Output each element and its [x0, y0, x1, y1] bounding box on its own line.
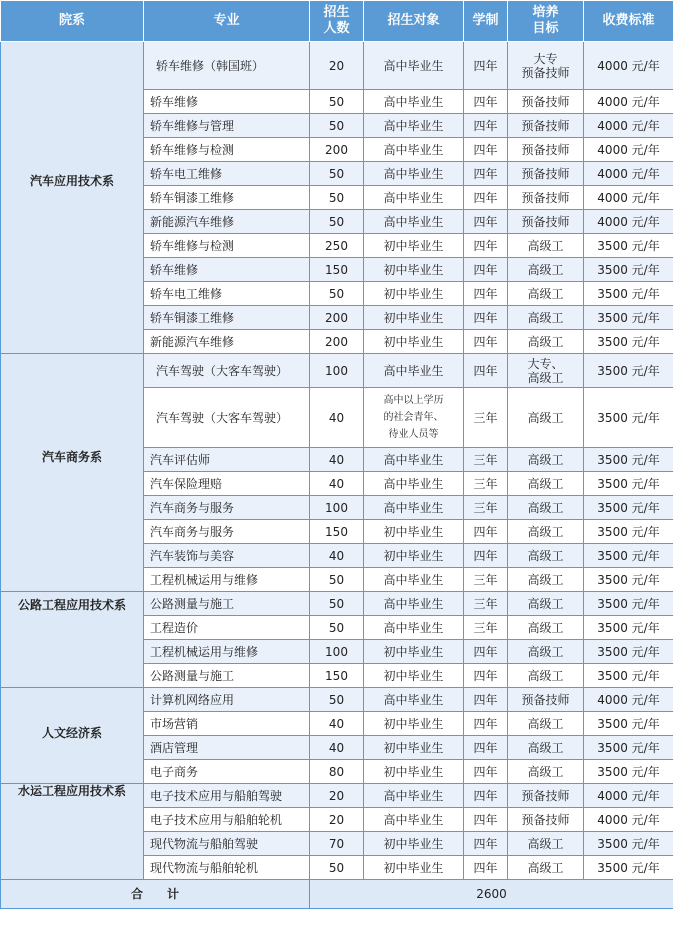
target-cell: 高中毕业生 [364, 186, 464, 210]
fee-cell: 4000 元/年 [584, 688, 673, 712]
years-cell: 四年 [464, 808, 508, 832]
quota-cell: 150 [310, 258, 364, 282]
goal-cell: 预备技师 [508, 808, 584, 832]
table-row [1, 592, 673, 616]
fee-cell: 3500 元/年 [584, 616, 673, 640]
quota-cell: 100 [310, 640, 364, 664]
total-row [1, 880, 673, 909]
goal-cell: 高级工 [508, 616, 584, 640]
years-cell: 三年 [464, 616, 508, 640]
fee-cell: 3500 元/年 [584, 832, 673, 856]
years-cell: 四年 [464, 664, 508, 688]
years-cell: 三年 [464, 568, 508, 592]
goal-cell: 高级工 [508, 448, 584, 472]
major-cell: 新能源汽车维修 [144, 330, 310, 354]
quota-cell: 150 [310, 520, 364, 544]
goal-cell: 预备技师 [508, 688, 584, 712]
quota-cell: 40 [310, 448, 364, 472]
years-cell: 四年 [464, 42, 508, 90]
goal-cell: 高级工 [508, 496, 584, 520]
fee-cell: 3500 元/年 [584, 354, 673, 388]
goal-cell: 大专 预备技师 [508, 42, 584, 90]
target-cell: 高中毕业生 [364, 688, 464, 712]
fee-cell: 4000 元/年 [584, 784, 673, 808]
goal-cell: 高级工 [508, 568, 584, 592]
fee-cell: 3500 元/年 [584, 712, 673, 736]
fee-cell: 3500 元/年 [584, 330, 673, 354]
major-cell: 轿车电工维修 [144, 282, 310, 306]
quota-cell: 40 [310, 472, 364, 496]
major-cell: 公路测量与施工 [144, 592, 310, 616]
years-cell: 四年 [464, 282, 508, 306]
goal-cell: 高级工 [508, 712, 584, 736]
header-row [1, 1, 673, 42]
fee-cell: 3500 元/年 [584, 856, 673, 880]
major-cell: 公路测量与施工 [144, 664, 310, 688]
goal-cell: 高级工 [508, 306, 584, 330]
department-cell [1, 592, 144, 688]
major-cell: 新能源汽车维修 [144, 210, 310, 234]
quota-cell: 50 [310, 688, 364, 712]
major-cell: 汽车保险理赔 [144, 472, 310, 496]
quota-cell: 50 [310, 282, 364, 306]
fee-cell: 4000 元/年 [584, 114, 673, 138]
fee-cell: 3500 元/年 [584, 664, 673, 688]
target-cell: 初中毕业生 [364, 712, 464, 736]
target-cell: 初中毕业生 [364, 306, 464, 330]
quota-cell: 200 [310, 138, 364, 162]
major-cell: 轿车铜漆工维修 [144, 306, 310, 330]
major-cell: 轿车维修（韩国班） [144, 42, 310, 90]
fee-cell: 3500 元/年 [584, 472, 673, 496]
target-cell: 高中毕业生 [364, 90, 464, 114]
quota-cell: 40 [310, 388, 364, 448]
header-dept: 院系 [1, 1, 144, 42]
fee-cell: 4000 元/年 [584, 186, 673, 210]
years-cell: 四年 [464, 354, 508, 388]
years-cell: 四年 [464, 856, 508, 880]
goal-cell: 高级工 [508, 736, 584, 760]
header-quota [310, 1, 364, 42]
target-cell: 初中毕业生 [364, 640, 464, 664]
department-cell [1, 688, 144, 784]
years-cell: 四年 [464, 306, 508, 330]
major-cell: 轿车维修与检测 [144, 138, 310, 162]
major-cell: 工程机械运用与维修 [144, 640, 310, 664]
fee-cell: 4000 元/年 [584, 210, 673, 234]
quota-cell: 20 [310, 808, 364, 832]
major-cell: 电子技术应用与船舶轮机 [144, 808, 310, 832]
target-cell: 高中毕业生 [364, 784, 464, 808]
department-cell [1, 354, 144, 592]
target-cell: 初中毕业生 [364, 832, 464, 856]
major-cell: 轿车维修 [144, 258, 310, 282]
goal-cell: 高级工 [508, 472, 584, 496]
goal-cell: 高级工 [508, 282, 584, 306]
quota-cell: 250 [310, 234, 364, 258]
quota-cell: 200 [310, 330, 364, 354]
target-cell: 高中毕业生 [364, 808, 464, 832]
years-cell: 四年 [464, 784, 508, 808]
years-cell: 四年 [464, 832, 508, 856]
table-row [1, 784, 673, 808]
fee-cell: 3500 元/年 [584, 496, 673, 520]
goal-cell: 预备技师 [508, 90, 584, 114]
quota-cell: 40 [310, 712, 364, 736]
quota-cell: 70 [310, 832, 364, 856]
fee-cell: 3500 元/年 [584, 388, 673, 448]
target-cell: 高中毕业生 [364, 568, 464, 592]
target-cell: 初中毕业生 [364, 520, 464, 544]
fee-cell: 3500 元/年 [584, 544, 673, 568]
header-years: 学制 [464, 1, 508, 42]
major-cell: 酒店管理 [144, 736, 310, 760]
header-fee: 收费标准 [584, 1, 673, 42]
table-row [1, 354, 673, 388]
goal-cell: 高级工 [508, 544, 584, 568]
target-cell: 高中毕业生 [364, 114, 464, 138]
major-cell: 汽车驾驶（大客车驾驶） [144, 388, 310, 448]
department-cell [1, 784, 144, 880]
quota-cell: 200 [310, 306, 364, 330]
years-cell: 四年 [464, 330, 508, 354]
target-cell: 初中毕业生 [364, 856, 464, 880]
target-cell: 高中毕业生 [364, 162, 464, 186]
target-cell: 高中毕业生 [364, 496, 464, 520]
years-cell: 三年 [464, 388, 508, 448]
quota-cell: 80 [310, 760, 364, 784]
quota-cell: 40 [310, 544, 364, 568]
major-cell: 电子商务 [144, 760, 310, 784]
goal-cell: 高级工 [508, 234, 584, 258]
major-cell: 现代物流与船舶轮机 [144, 856, 310, 880]
goal-cell: 预备技师 [508, 186, 584, 210]
major-cell: 市场营销 [144, 712, 310, 736]
quota-cell: 50 [310, 186, 364, 210]
major-cell: 轿车维修与检测 [144, 234, 310, 258]
quota-cell: 50 [310, 568, 364, 592]
goal-cell: 大专、 高级工 [508, 354, 584, 388]
years-cell: 四年 [464, 688, 508, 712]
target-cell: 初中毕业生 [364, 760, 464, 784]
goal-cell: 预备技师 [508, 162, 584, 186]
goal-cell: 高级工 [508, 520, 584, 544]
target-cell: 高中毕业生 [364, 138, 464, 162]
quota-cell: 50 [310, 210, 364, 234]
goal-cell: 高级工 [508, 664, 584, 688]
major-cell: 汽车商务与服务 [144, 496, 310, 520]
fee-cell: 4000 元/年 [584, 808, 673, 832]
target-cell: 初中毕业生 [364, 330, 464, 354]
fee-cell: 3500 元/年 [584, 448, 673, 472]
quota-cell: 40 [310, 736, 364, 760]
goal-cell: 高级工 [508, 330, 584, 354]
years-cell: 四年 [464, 186, 508, 210]
target-cell: 初中毕业生 [364, 234, 464, 258]
major-cell: 汽车商务与服务 [144, 520, 310, 544]
total-label: 合 计 [1, 880, 310, 909]
major-cell: 工程机械运用与维修 [144, 568, 310, 592]
table-row [1, 42, 673, 90]
quota-cell: 20 [310, 42, 364, 90]
target-cell: 高中毕业生 [364, 616, 464, 640]
quota-cell: 50 [310, 856, 364, 880]
target-cell: 初中毕业生 [364, 544, 464, 568]
goal-cell: 预备技师 [508, 210, 584, 234]
years-cell: 三年 [464, 448, 508, 472]
department-name: 汽车应用技术系 [29, 174, 114, 188]
years-cell: 四年 [464, 712, 508, 736]
years-cell: 四年 [464, 544, 508, 568]
header-target: 招生对象 [364, 1, 464, 42]
years-cell: 三年 [464, 592, 508, 616]
years-cell: 四年 [464, 90, 508, 114]
years-cell: 四年 [464, 520, 508, 544]
header-goal [508, 1, 584, 42]
fee-cell: 4000 元/年 [584, 42, 673, 90]
major-cell: 轿车铜漆工维修 [144, 186, 310, 210]
years-cell: 四年 [464, 736, 508, 760]
fee-cell: 4000 元/年 [584, 138, 673, 162]
years-cell: 四年 [464, 258, 508, 282]
fee-cell: 3500 元/年 [584, 760, 673, 784]
target-cell: 初中毕业生 [364, 282, 464, 306]
target-cell: 高中毕业生 [364, 472, 464, 496]
goal-cell: 预备技师 [508, 114, 584, 138]
years-cell: 四年 [464, 760, 508, 784]
fee-cell: 3500 元/年 [584, 234, 673, 258]
years-cell: 四年 [464, 114, 508, 138]
quota-cell: 50 [310, 114, 364, 138]
goal-cell: 高级工 [508, 640, 584, 664]
years-cell: 三年 [464, 496, 508, 520]
years-cell: 三年 [464, 472, 508, 496]
fee-cell: 3500 元/年 [584, 282, 673, 306]
major-cell: 计算机网络应用 [144, 688, 310, 712]
fee-cell: 3500 元/年 [584, 306, 673, 330]
fee-cell: 3500 元/年 [584, 520, 673, 544]
major-cell: 现代物流与船舶驾驶 [144, 832, 310, 856]
goal-cell: 高级工 [508, 592, 584, 616]
major-cell: 轿车维修 [144, 90, 310, 114]
fee-cell: 3500 元/年 [584, 736, 673, 760]
quota-cell: 150 [310, 664, 364, 688]
fee-cell: 4000 元/年 [584, 162, 673, 186]
department-name: 公路工程应用技术系 [17, 598, 126, 612]
quota-cell: 50 [310, 616, 364, 640]
major-cell: 电子技术应用与船舶驾驶 [144, 784, 310, 808]
target-cell: 初中毕业生 [364, 664, 464, 688]
target-cell: 高中毕业生 [364, 354, 464, 388]
major-cell: 轿车维修与管理 [144, 114, 310, 138]
goal-cell: 预备技师 [508, 138, 584, 162]
fee-cell: 3500 元/年 [584, 258, 673, 282]
major-cell: 汽车装饰与美容 [144, 544, 310, 568]
target-cell: 初中毕业生 [364, 258, 464, 282]
years-cell: 四年 [464, 234, 508, 258]
quota-cell: 100 [310, 354, 364, 388]
header-quota-text: 招生 人数 [323, 5, 350, 36]
years-cell: 四年 [464, 210, 508, 234]
fee-cell: 3500 元/年 [584, 592, 673, 616]
header-major: 专业 [144, 1, 310, 42]
major-cell: 汽车评估师 [144, 448, 310, 472]
fee-cell: 3500 元/年 [584, 640, 673, 664]
major-cell: 轿车电工维修 [144, 162, 310, 186]
target-cell: 高中毕业生 [364, 592, 464, 616]
goal-cell: 高级工 [508, 388, 584, 448]
goal-cell: 高级工 [508, 760, 584, 784]
target-cell: 高中毕业生 [364, 42, 464, 90]
target-cell: 初中毕业生 [364, 736, 464, 760]
department-name: 汽车商务系 [41, 450, 102, 464]
goal-cell: 高级工 [508, 258, 584, 282]
years-cell: 四年 [464, 138, 508, 162]
table-body [1, 42, 673, 909]
major-cell: 工程造价 [144, 616, 310, 640]
quota-cell: 50 [310, 162, 364, 186]
header-goal-text: 培养 目标 [532, 5, 559, 36]
fee-cell: 4000 元/年 [584, 90, 673, 114]
goal-cell: 高级工 [508, 832, 584, 856]
years-cell: 四年 [464, 640, 508, 664]
goal-cell: 高级工 [508, 856, 584, 880]
goal-cell: 预备技师 [508, 784, 584, 808]
quota-cell: 100 [310, 496, 364, 520]
target-cell: 高中毕业生 [364, 210, 464, 234]
department-cell [1, 42, 144, 354]
quota-cell: 50 [310, 90, 364, 114]
table-row [1, 688, 673, 712]
target-cell: 高中毕业生 [364, 448, 464, 472]
quota-cell: 20 [310, 784, 364, 808]
target-cell: 高中以上学历 的社会青年、 待业人员等 [364, 388, 464, 448]
years-cell: 四年 [464, 162, 508, 186]
major-cell: 汽车驾驶（大客车驾驶） [144, 354, 310, 388]
department-name: 水运工程应用技术系 [17, 784, 126, 798]
quota-cell: 50 [310, 592, 364, 616]
total-value: 2600 [310, 880, 673, 909]
department-name: 人文经济系 [41, 726, 102, 740]
fee-cell: 3500 元/年 [584, 568, 673, 592]
